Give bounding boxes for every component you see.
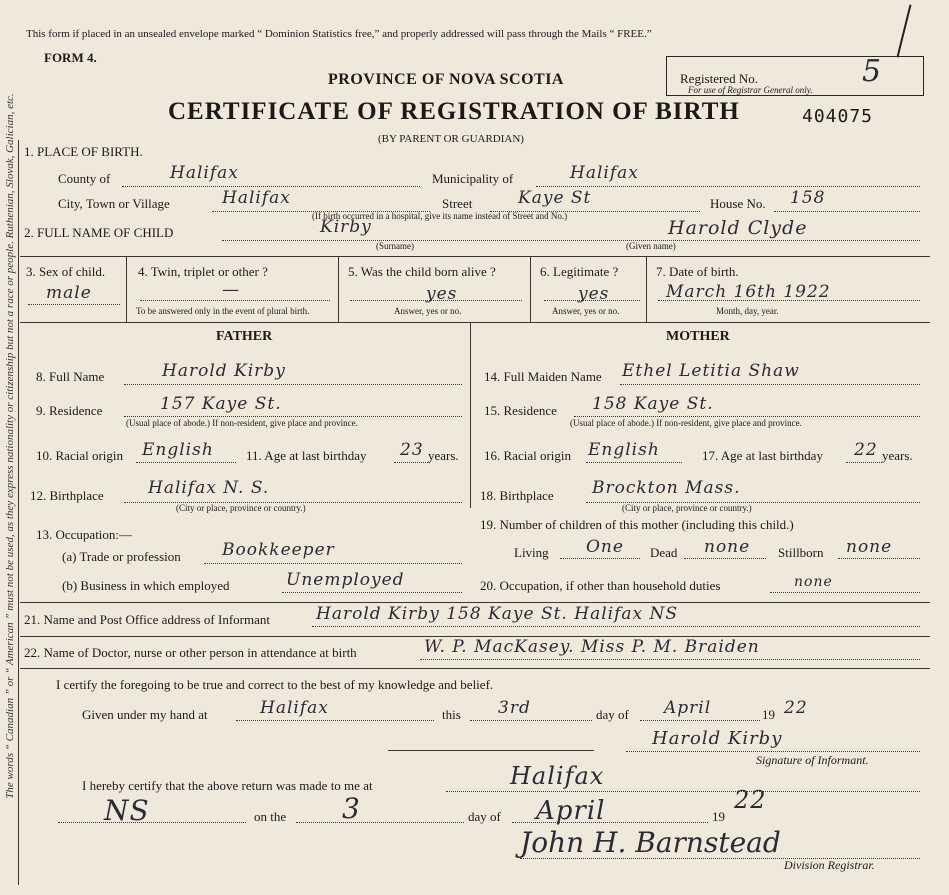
father-occ-label: 13. Occupation:— xyxy=(36,527,133,542)
center-divider xyxy=(470,322,471,508)
father-trade-label: (a) Trade or profession xyxy=(62,549,181,564)
mail-notice: This form if placed in an unsealed envelope marked “ Dominion Statistics free,” and properly addressed will pass through the Mails “ FREE.” xyxy=(26,28,652,40)
house-label: House No. xyxy=(710,196,766,211)
mother-age-label: 17. Age at last birthday xyxy=(702,448,823,463)
registrar-signature: John H. Barnstead xyxy=(520,826,781,859)
mother-res-line xyxy=(574,416,920,417)
legit-label: 6. Legitimate ? xyxy=(540,264,619,279)
twin-line xyxy=(140,300,330,301)
child-name-heading: 2. FULL NAME OF CHILD xyxy=(24,225,174,240)
informant-signature: Harold Kirby xyxy=(652,728,783,749)
house-value: 158 xyxy=(790,188,826,208)
province-heading: PROVINCE OF NOVA SCOTIA xyxy=(328,71,564,88)
date-value: March 16th 1922 xyxy=(666,282,831,302)
twin-note: To be answered only in the event of plural birth. xyxy=(136,306,310,316)
informant-label: 21. Name and Post Office address of Informant xyxy=(24,612,270,627)
doctor-value: W. P. MacKasey. Miss P. M. Braiden xyxy=(424,637,760,657)
father-race-value: English xyxy=(142,440,214,460)
rule-bottom-row3 xyxy=(20,322,930,323)
father-race-line xyxy=(136,462,236,463)
registrar-month-value: April xyxy=(536,796,606,826)
given-note: (Given name) xyxy=(626,241,676,251)
registrar-day-line xyxy=(296,822,464,823)
pen-stroke xyxy=(896,5,911,58)
sex-line xyxy=(28,304,120,305)
mother-age-line xyxy=(846,462,882,463)
city-label: City, Town or Village xyxy=(58,196,170,211)
father-res-line xyxy=(124,416,462,417)
alive-note: Answer, yes or no. xyxy=(394,306,462,316)
mother-birth-value: Brockton Mass. xyxy=(592,478,741,498)
registrar-on-the: on the xyxy=(254,809,287,824)
father-age-label: 11. Age at last birthday xyxy=(246,448,367,463)
registrar-day-of: day of xyxy=(468,809,501,824)
given-day-of: day of xyxy=(596,707,629,722)
form-number: FORM 4. xyxy=(44,50,97,65)
given-month-line xyxy=(640,720,760,721)
father-years: years. xyxy=(428,448,459,463)
mother-race-line xyxy=(586,462,682,463)
mother-occ-value: none xyxy=(794,574,833,590)
mother-occ-line xyxy=(770,592,920,593)
informant-line xyxy=(312,626,920,627)
father-name-label: 8. Full Name xyxy=(36,369,105,384)
sex-label: 3. Sex of child. xyxy=(26,264,106,279)
given-day-line xyxy=(470,720,592,721)
mother-race-label: 16. Racial origin xyxy=(484,448,572,463)
living-value: One xyxy=(586,537,624,557)
twin-label: 4. Twin, triplet or other ? xyxy=(138,264,268,279)
municipality-value: Halifax xyxy=(570,163,639,183)
doctor-line xyxy=(420,659,920,660)
father-res-note: (Usual place of abode.) If non-resident, give place and province. xyxy=(126,418,358,428)
child-surname: Kirby xyxy=(320,217,372,237)
stillborn-line xyxy=(838,558,920,559)
father-trade-value: Bookkeeper xyxy=(222,540,335,560)
child-given-name: Harold Clyde xyxy=(668,217,808,239)
registrar-statement: I hereby certify that the above return was made to me at xyxy=(82,778,373,793)
registrar-place-line xyxy=(446,791,920,792)
father-age-value: 23 xyxy=(400,440,424,460)
mother-age-value: 22 xyxy=(854,440,878,460)
municipality-label: Municipality of xyxy=(432,171,514,186)
this-label: this xyxy=(442,707,461,722)
certificate-subtitle: (BY PARENT OR GUARDIAN) xyxy=(378,133,524,145)
mother-name-value: Ethel Letitia Shaw xyxy=(622,361,800,381)
street-value: Kaye St xyxy=(518,188,592,208)
stillborn-value: none xyxy=(846,537,893,557)
div-5 xyxy=(530,256,531,322)
father-heading: FATHER xyxy=(216,329,273,344)
father-name-line xyxy=(124,384,462,385)
registrar-day-value: 3 xyxy=(342,792,361,825)
father-res-value: 157 Kaye St. xyxy=(160,394,282,414)
mother-heading: MOTHER xyxy=(666,329,730,344)
stamp-number: 404075 xyxy=(802,106,874,127)
father-biz-line xyxy=(282,592,462,593)
informant-value: Harold Kirby 158 Kaye St. Halifax NS xyxy=(316,604,679,624)
registered-value: 5 xyxy=(862,54,883,89)
father-biz-label: (b) Business in which employed xyxy=(62,578,230,593)
mother-res-label: 15. Residence xyxy=(484,403,557,418)
date-note: Month, day, year. xyxy=(716,306,779,316)
mother-res-note: (Usual place of abode.) If non-resident, give place and province. xyxy=(570,418,802,428)
hospital-note: (If birth occurred in a hospital, give its name instead of Street and No.) xyxy=(312,211,568,221)
county-line xyxy=(122,186,420,187)
registered-sub: For use of Registrar General only. xyxy=(688,85,813,95)
dead-line xyxy=(684,558,766,559)
mother-res-value: 158 Kaye St. xyxy=(592,394,714,414)
place-of-birth-heading: 1. PLACE OF BIRTH. xyxy=(24,144,143,159)
mother-race-value: English xyxy=(588,440,660,460)
given-place-line xyxy=(236,720,434,721)
twin-value: — xyxy=(222,280,240,300)
registrar-place-value: Halifax xyxy=(510,762,605,790)
given-under-label: Given under my hand at xyxy=(82,707,208,722)
informant-sig-line xyxy=(626,751,920,752)
informant-sig-label: Signature of Informant. xyxy=(756,753,869,767)
registrar-year-prefix: 19 xyxy=(712,809,725,824)
left-border xyxy=(18,140,19,885)
living-label: Living xyxy=(514,545,549,560)
registrar-prefix-line xyxy=(58,822,246,823)
dead-value: none xyxy=(704,537,751,557)
stillborn-label: Stillborn xyxy=(778,545,824,560)
div-4 xyxy=(338,256,339,322)
center-rule xyxy=(388,750,594,751)
alive-label: 5. Was the child born alive ? xyxy=(348,264,496,279)
mother-occ-label: 20. Occupation, if other than household duties xyxy=(480,578,721,593)
dead-label: Dead xyxy=(650,545,678,560)
side-note: The words “ Canadian ” or “ American ” must not be used, as they express nationality or citizenship but not a race or people. Ruthenian, Slovak, Galician, etc. xyxy=(4,93,16,799)
registrar-sig-label: Division Registrar. xyxy=(784,858,875,872)
registered-label: Registered No. xyxy=(680,71,758,86)
mother-children-label: 19. Number of children of this mother (including this child.) xyxy=(480,517,794,532)
date-label: 7. Date of birth. xyxy=(656,264,739,279)
registrar-prefix-value: NS xyxy=(104,794,150,827)
father-trade-line xyxy=(204,563,462,564)
alive-value: yes xyxy=(426,284,458,304)
doctor-label: 22. Name of Doctor, nurse or other person in attendance at birth xyxy=(24,645,357,660)
father-birth-label: 12. Birthplace xyxy=(30,488,104,503)
rule-22-bottom xyxy=(20,668,930,669)
registrar-year-value: 22 xyxy=(734,786,767,814)
rule-21-top xyxy=(20,602,930,603)
given-year-prefix: 19 xyxy=(762,707,775,722)
legit-note: Answer, yes or no. xyxy=(552,306,620,316)
given-year-value: 22 xyxy=(784,698,808,718)
father-race-label: 10. Racial origin xyxy=(36,448,124,463)
child-name-line xyxy=(222,240,920,241)
father-biz-value: Unemployed xyxy=(286,570,405,590)
municipality-line xyxy=(536,186,920,187)
mother-birth-label: 18. Birthplace xyxy=(480,488,554,503)
mother-name-label: 14. Full Maiden Name xyxy=(484,369,602,384)
living-line xyxy=(560,558,640,559)
sex-value: male xyxy=(46,283,92,303)
given-month-value: April xyxy=(664,698,712,718)
div-6 xyxy=(646,256,647,322)
father-birth-note: (City or place, province or country.) xyxy=(176,503,306,513)
county-label: County of xyxy=(58,171,111,186)
father-birth-value: Halifax N. S. xyxy=(148,478,270,498)
surname-note: (Surname) xyxy=(376,241,414,251)
certificate-title: CERTIFICATE OF REGISTRATION OF BIRTH xyxy=(168,98,740,125)
mother-years: years. xyxy=(882,448,913,463)
certify-statement: I certify the foregoing to be true and correct to the best of my knowledge and belief. xyxy=(56,677,494,692)
rule-top-row3 xyxy=(20,256,930,257)
father-res-label: 9. Residence xyxy=(36,403,103,418)
father-name-value: Harold Kirby xyxy=(162,361,286,381)
div-3 xyxy=(126,256,127,322)
given-place-value: Halifax xyxy=(260,698,329,718)
mother-birth-note: (City or place, province or country.) xyxy=(622,503,752,513)
county-value: Halifax xyxy=(170,163,239,183)
city-value: Halifax xyxy=(222,188,291,208)
mother-name-line xyxy=(620,384,920,385)
street-label: Street xyxy=(442,196,473,211)
given-day-value: 3rd xyxy=(498,698,531,718)
father-age-line xyxy=(394,462,430,463)
legit-value: yes xyxy=(578,284,610,304)
house-line xyxy=(774,211,920,212)
